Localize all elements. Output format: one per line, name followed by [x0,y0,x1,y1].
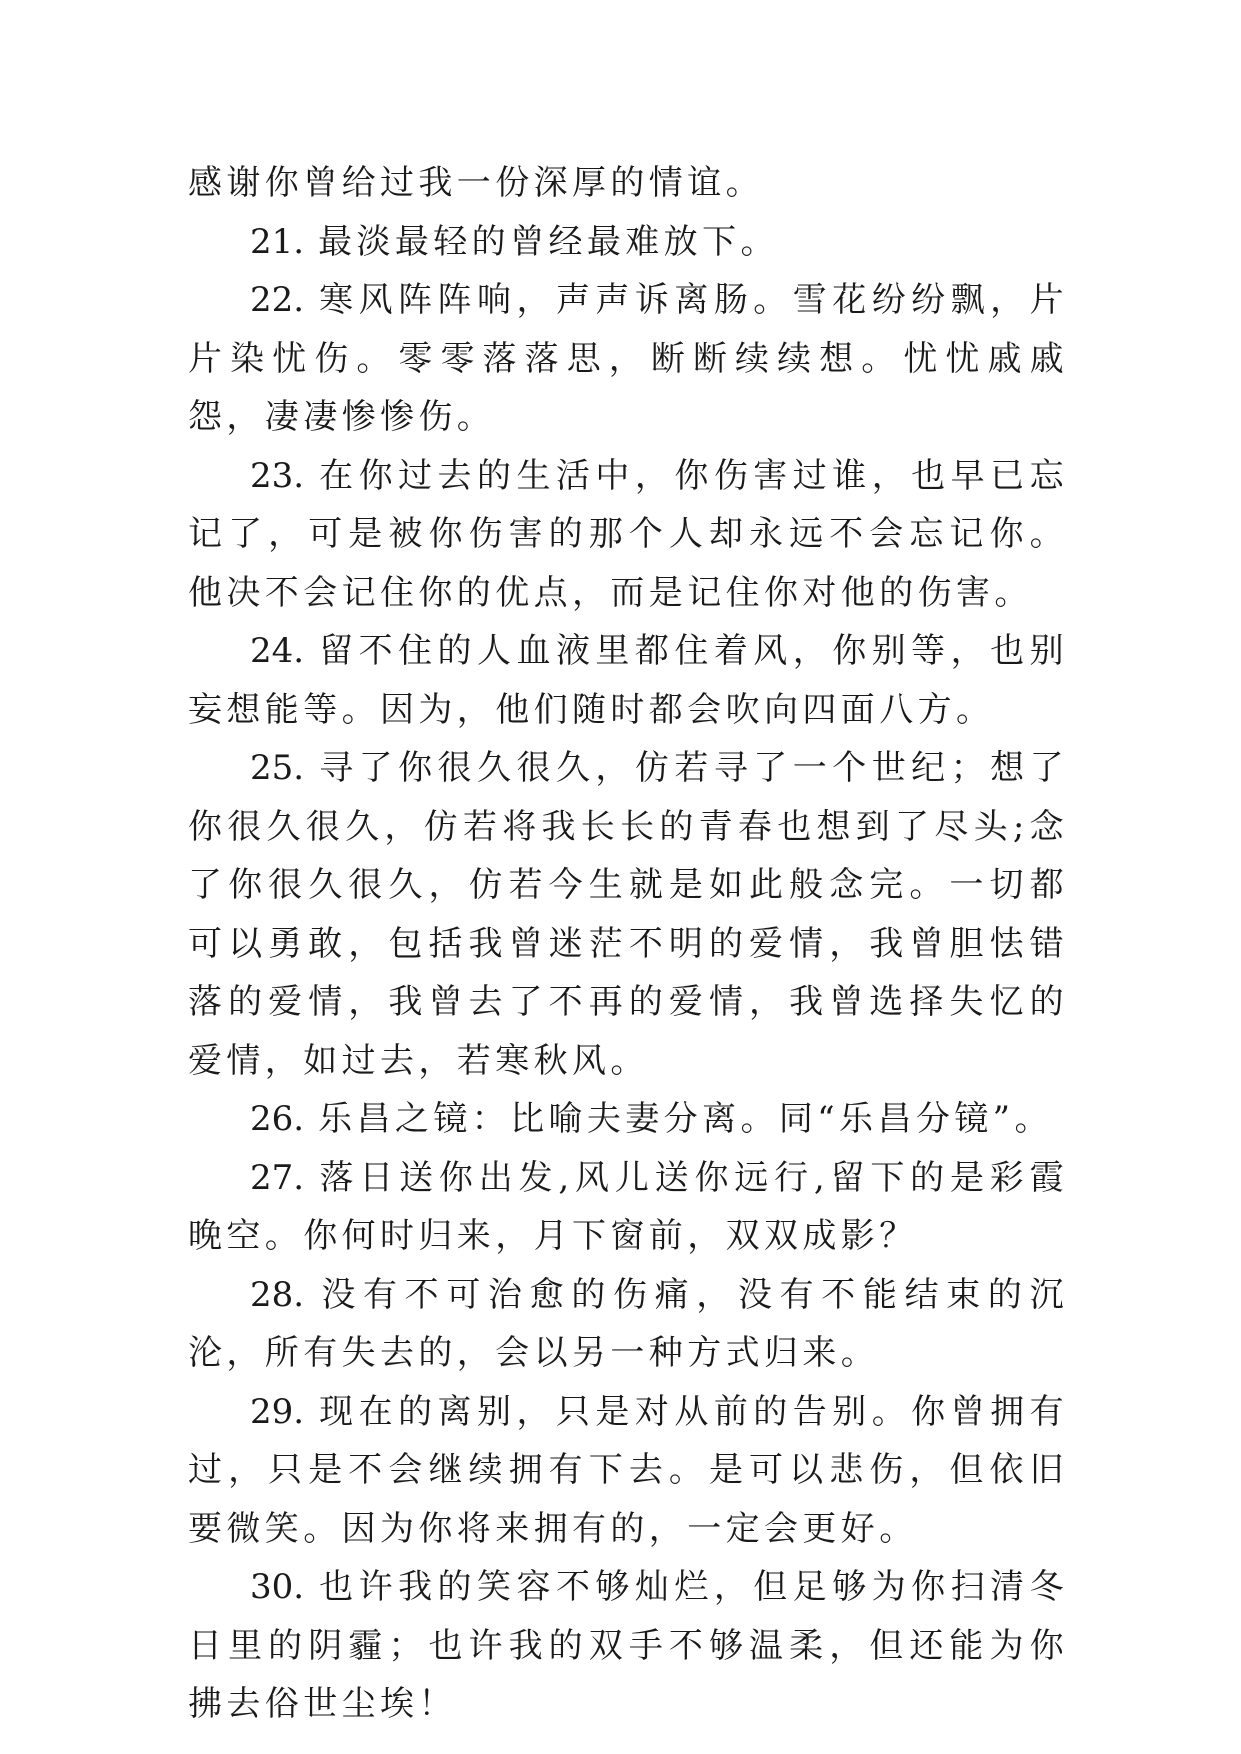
paragraph-27 [188,1149,1068,1266]
paragraph-text: 在你过去的生活中，你伤害过谁，也早已忘记了，可是被你伤害的那个人却永远不会忘记你。他决不会记住你的优点，而是记住你对他的伤害。 [188,455,1068,613]
paragraph-text: 也许我的笑容不够灿烂，但足够为你扫清冬日里的阴霾；也许我的双手不够温柔，但还能为你拂去俗世尘埃！ [188,1567,1068,1724]
paragraph-text: 寻了你很久很久，仿若寻了一个世纪；想了你很久很久，仿若将我长长的青春也想到了尽头;念了你很久很久，仿若今生就是如此般念完。一切都可以勇敢，包括我曾迷茫不明的爱情，我曾胆怯错落的爱情，我曾去了不再的爱情，我曾选择失忆的爱情，如过去，若寒秋风。 [188,748,1068,1081]
paragraph-30 [188,1558,1068,1734]
paragraph-text: 没有不可治愈的伤痛，没有不能结束的沉沦，所有失去的，会以另一种方式归来。 [188,1274,1068,1373]
paragraph-26 [188,1090,1068,1149]
paragraph-number: 21. [250,221,305,262]
paragraph-text: 落日送你出发,风儿送你远行,留下的是彩霞晚空。你何时归来，月下窗前，双双成影？ [188,1157,1068,1256]
paragraph-text: 现在的离别，只是对从前的告别。你曾拥有过，只是不会继续拥有下去。是可以悲伤，但依旧要微笑。因为你将来拥有的，一定会更好。 [188,1391,1068,1549]
paragraph-number: 30. [250,1567,305,1607]
paragraph-24 [188,622,1068,739]
paragraph-number: 27. [250,1157,305,1198]
paragraph-number: 25. [250,748,305,788]
paragraph-text: 感谢你曾给过我一份深厚的情谊。 [188,163,764,203]
paragraph-number: 23. [250,455,305,496]
paragraph-25 [188,739,1068,1090]
paragraph-23 [188,447,1068,623]
paragraph-number: 29. [250,1391,305,1432]
paragraph-number: 22. [250,280,305,320]
paragraph-text: 寒风阵阵响，声声诉离肠。雪花纷纷飘，片片染忧伤。零零落落思，断断续续想。忧忧戚戚怨，凄凄惨惨伤。 [188,280,1068,437]
paragraph-continuation [188,154,1068,213]
document-body [188,154,1068,1734]
paragraph-text: 留不住的人血液里都住着风，你别等，也别妄想能等。因为，他们随时都会吹向四面八方。 [188,631,1068,730]
paragraph-29 [188,1383,1068,1559]
paragraph-28 [188,1266,1068,1383]
paragraph-text: 最淡最轻的曾经最难放下。 [318,221,779,262]
paragraph-number: 28. [250,1274,305,1315]
paragraph-21 [188,213,1068,272]
paragraph-number: 24. [250,631,305,671]
paragraph-number: 26. [250,1099,305,1139]
paragraph-22 [188,271,1068,447]
paragraph-text: 乐昌之镜：比喻夫妻分离。同“乐昌分镜”。 [318,1099,1053,1139]
